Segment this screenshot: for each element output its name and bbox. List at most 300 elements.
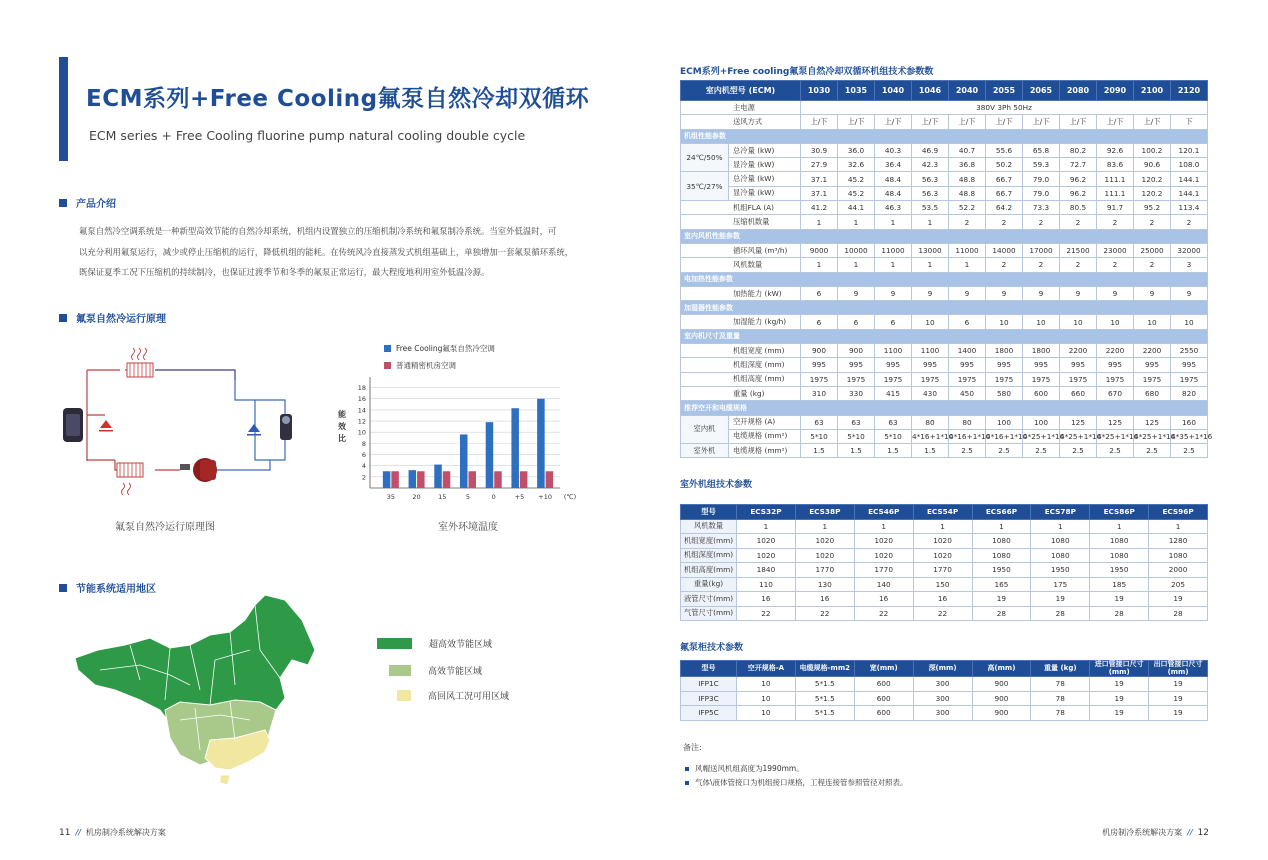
table-cell: 48.8 [949,172,986,186]
column-header: 电缆规格-mm2 [795,661,854,677]
table-cell: 上/下 [1097,115,1134,129]
table-cell: 1 [1090,519,1149,534]
row-label: 电缆规格 (mm²) [729,444,801,458]
table-cell: 330 [838,386,875,400]
table-cell: 160 [1171,415,1208,429]
table-cell: 2 [986,258,1023,272]
table-row [681,158,1208,172]
table-cell: 9 [1134,286,1171,300]
table-cell: 6 [875,315,912,329]
table-cell: 40.7 [949,143,986,157]
table-cell: 10 [1023,315,1060,329]
table-cell: 10000 [838,243,875,257]
table-cell: 72.7 [1060,158,1097,172]
pump-spec-table [680,660,1208,721]
table-cell: 4*35+1*16 [1171,429,1208,443]
table-cell: 1080 [1031,548,1090,563]
table-cell: 19 [1149,691,1208,706]
table-cell: 13000 [912,243,949,257]
table-cell: 9 [1171,286,1208,300]
section-band-label: 室内机尺寸及重量 [681,329,1208,343]
section-square-icon [59,584,67,592]
model-column-header: 2100 [1134,81,1171,101]
table-row [681,172,1208,186]
table-cell: 45.2 [838,186,875,200]
table-row [681,372,1208,386]
section-band-row [681,129,1208,143]
table-cell: 95.2 [1134,201,1171,215]
table-cell: 96.2 [1060,186,1097,200]
table-cell: 10 [1060,315,1097,329]
table-cell: 1975 [875,372,912,386]
table-cell: 27.9 [801,158,838,172]
table-cell: 415 [875,386,912,400]
table-cell: 48.8 [949,186,986,200]
principle-diagram [55,340,315,505]
row-label: 风机数量 [681,519,737,534]
row-label: 显冷量 (kW) [729,158,801,172]
table-cell: 73.3 [1023,201,1060,215]
table-cell: 300 [913,677,972,692]
table-cell: 2 [1060,258,1097,272]
efficiency-bar-chart [330,372,590,512]
chart-caption: 室外环境温度 [438,522,498,533]
bullet-icon [685,767,689,771]
table-cell: 1975 [801,372,838,386]
table-cell: 205 [1149,577,1208,592]
table-cell: 上/下 [838,115,875,129]
table-cell: 32.6 [838,158,875,172]
table-cell: 995 [838,358,875,372]
table-cell: 2550 [1171,344,1208,358]
row-label: 机组FLA (A) [681,201,801,215]
table-cell: 10 [1134,315,1171,329]
table-cell: 113.4 [1171,201,1208,215]
table-cell: 1975 [986,372,1023,386]
bar-free-cooling [486,422,494,488]
table-cell: 130 [795,577,854,592]
table-cell: 1 [795,519,854,534]
table-cell: 10 [737,691,796,706]
table-cell: 900 [972,677,1031,692]
table-cell: 2.5 [986,444,1023,458]
row-label: 空开规格 (A) [729,415,801,429]
column-header: ECS38P [795,505,854,520]
y-axis-label-char: 能 [338,410,346,419]
table-cell: 19 [1090,706,1149,721]
table-row [681,386,1208,400]
footer-left: 11 // 机房制冷系统解决方案 [59,828,166,838]
row-label: 机组高度 (mm) [681,372,801,386]
table-row [681,519,1208,534]
table-cell: 185 [1090,577,1149,592]
table-cell: 2 [1023,258,1060,272]
note-item: 风帽送风机组高度为1990mm。 [685,763,804,774]
table-cell: 1080 [1090,548,1149,563]
title-accent-bar [59,57,68,161]
table-cell: 52.2 [949,201,986,215]
table-header-row [681,505,1208,520]
x-tick-label: 20 [412,493,421,501]
row-label: 电缆规格 (mm²) [729,429,801,443]
table-cell: 5*10 [875,429,912,443]
table-cell: 2.5 [1134,444,1171,458]
table-cell: 63 [838,415,875,429]
table-cell: 125 [1097,415,1134,429]
table-cell: 59.3 [1023,158,1060,172]
table-cell: 1800 [1023,344,1060,358]
table-cell: 5*1.5 [795,691,854,706]
column-header: ECS66P [972,505,1031,520]
table-cell: 1975 [1060,372,1097,386]
table-cell: 1770 [854,563,913,578]
table-cell: 64.2 [986,201,1023,215]
table-cell: 1020 [795,548,854,563]
table-cell: 1975 [1134,372,1171,386]
table-cell: 19 [1090,677,1149,692]
y-tick-label: 18 [357,384,366,393]
table-cell: 144.1 [1171,186,1208,200]
table-cell: 1020 [854,548,913,563]
bar-free-cooling [537,399,545,488]
table-cell: 41.2 [801,201,838,215]
table-cell: 108.0 [1171,158,1208,172]
table-cell: 995 [875,358,912,372]
table-cell: 1770 [795,563,854,578]
table-cell: 995 [949,358,986,372]
table-cell: 上/下 [912,115,949,129]
row-label: 机组宽度(mm) [681,534,737,549]
table-cell: 1 [913,519,972,534]
table-cell: 44.1 [838,201,875,215]
legend-swatch-yellow [397,690,411,701]
table-cell: 66.7 [986,186,1023,200]
table-cell: 4*16+1*10 [912,429,949,443]
table-cell: 上/下 [949,115,986,129]
table-cell: 22 [913,606,972,621]
table-cell: 4*25+1*16 [1097,429,1134,443]
table-cell: 5*10 [801,429,838,443]
row-label: 加湿能力 (kg/h) [681,315,801,329]
table-cell: 1950 [1031,563,1090,578]
table-cell: 9 [1060,286,1097,300]
table-cell: 995 [912,358,949,372]
table-row [681,101,1208,115]
table-cell: 600 [854,691,913,706]
table-cell: 2200 [1134,344,1171,358]
model-column-header: 2055 [986,81,1023,101]
footer-right: 机房制冷系统解决方案 // 12 [1102,828,1209,838]
table-cell: 46.3 [875,201,912,215]
table-cell: 37.1 [801,172,838,186]
table-cell: 80 [912,415,949,429]
row-group-label: 室内机 [681,415,729,444]
row-label: 送风方式 [681,115,801,129]
table-cell: 9 [875,286,912,300]
table-cell: 2 [986,215,1023,229]
table-cell: 120.1 [1171,143,1208,157]
column-header: 型号 [681,505,737,520]
table-cell: 2 [1023,215,1060,229]
table-cell: 2.5 [1060,444,1097,458]
table-cell: 79.0 [1023,172,1060,186]
table-cell: 150 [913,577,972,592]
table-cell: 900 [801,344,838,358]
section-band-label: 推荐空开和电缆规格 [681,401,1208,415]
indoor-table-title: ECM系列+Free cooling氟泵自然冷却双循环机组技术参数数 [680,67,934,77]
row-label: 机组高度(mm) [681,563,737,578]
model-column-header: 1030 [801,81,838,101]
evaporator-coil-icon [117,463,143,495]
row-label: 显冷量 (kW) [729,186,801,200]
table-cell: 2200 [1097,344,1134,358]
bar-free-cooling [434,465,442,488]
table-cell: 1840 [737,563,796,578]
table-cell: 28 [1031,606,1090,621]
table-cell: 92.6 [1097,143,1134,157]
table-cell: 140 [854,577,913,592]
table-row [681,344,1208,358]
bar-free-cooling [409,470,417,488]
table-cell: 56.3 [912,186,949,200]
table-cell: 19 [1090,691,1149,706]
table-cell: 300 [913,691,972,706]
section-square-icon [59,314,67,322]
bar-standard [469,471,477,488]
table-cell: 9 [949,286,986,300]
table-cell: 91.7 [1097,201,1134,215]
row-label: 加热能力 (kW) [681,286,801,300]
row-label: 机组宽度 (mm) [681,344,801,358]
table-cell: 65.8 [1023,143,1060,157]
bar-free-cooling [460,434,468,488]
notes-heading: 备注: [683,743,702,752]
table-cell: 1975 [912,372,949,386]
table-cell: 995 [1097,358,1134,372]
row-label: 重量(kg) [681,577,737,592]
table-cell: 1975 [949,372,986,386]
section-intro-heading: 产品介绍 [59,195,116,210]
page-subtitle: ECM series + Free Cooling fluorine pump natural cooling double cycle [89,128,526,143]
y-tick-label: 4 [361,462,366,471]
table-cell: 6 [801,315,838,329]
table-row [681,186,1208,200]
table-cell: 25000 [1134,243,1171,257]
row-label: 循环风量 (m³/h) [681,243,801,257]
table-cell: 995 [1060,358,1097,372]
bar-free-cooling [383,471,391,488]
table-row [681,429,1208,443]
column-header: ECS46P [854,505,913,520]
x-tick-label: +10 [538,493,553,501]
table-cell: 1080 [972,548,1031,563]
table-row [681,115,1208,129]
table-cell: 63 [875,415,912,429]
section-principle-heading: 氟泵自然冷运行原理 [59,310,166,325]
table-cell: 19 [1149,677,1208,692]
table-cell: 9000 [801,243,838,257]
table-cell: 4*25+1*16 [1134,429,1171,443]
table-row [681,706,1208,721]
table-cell: 125 [1060,415,1097,429]
table-cell: 1020 [737,548,796,563]
table-cell: 48.4 [875,172,912,186]
table-cell: 6 [801,286,838,300]
table-row [681,415,1208,429]
china-region-map [70,590,340,795]
table-cell: 11000 [949,243,986,257]
table-cell: 900 [972,691,1031,706]
column-header: ECS78P [1031,505,1090,520]
table-cell: 2.5 [1023,444,1060,458]
section-band-label: 加湿器性能参数 [681,301,1208,315]
table-cell: 1 [1149,519,1208,534]
table-cell: 78 [1031,677,1090,692]
y-tick-label: 12 [357,417,366,426]
column-header: ECS96P [1149,505,1208,520]
pump-table-title: 氟泵柜技术参数 [680,643,744,653]
table-cell: 600 [1023,386,1060,400]
table-cell: 83.6 [1097,158,1134,172]
bullet-icon [685,781,689,785]
table-cell: 1 [875,258,912,272]
table-cell: 111.1 [1097,186,1134,200]
fluorine-pump-icon [280,414,292,440]
table-cell: 144.1 [1171,172,1208,186]
x-tick-label: 15 [438,493,447,501]
row-label: 机组深度(mm) [681,548,737,563]
table-cell: 16 [913,592,972,607]
y-tick-label: 8 [361,439,366,448]
table-cell: 6 [949,315,986,329]
y-axis-label-char: 效 [338,422,346,431]
table-cell: 28 [1149,606,1208,621]
table-cell: 2000 [1149,563,1208,578]
chart-legend-item: Free Cooling氟泵自然冷空调 [384,343,495,354]
table-cell: 79.0 [1023,186,1060,200]
table-cell: 14000 [986,243,1023,257]
row-label: 风机数量 [681,258,801,272]
table-cell: 300 [913,706,972,721]
bar-standard [520,471,528,488]
table-cell: 2.5 [1171,444,1208,458]
section-band-row [681,272,1208,286]
table-cell: 2 [1134,258,1171,272]
column-header: 出口管接口尺寸(mm) [1149,661,1208,677]
table-cell: 9 [1023,286,1060,300]
table-cell: 2 [1097,258,1134,272]
row-label: 液管尺寸(mm) [681,592,737,607]
table-cell: 2.5 [949,444,986,458]
x-tick-label: 0 [491,493,496,501]
table-row [681,577,1208,592]
x-tick-label: 35 [386,493,395,501]
table-cell: 1950 [1090,563,1149,578]
row-label: 总冷量 (kW) [729,172,801,186]
table-cell: 2 [1134,215,1171,229]
map-legend-item: 超高效节能区域 [377,637,492,650]
table-cell: 上/下 [1023,115,1060,129]
section-region-heading: 节能系统适用地区 [59,580,156,595]
table-cell: 1 [854,519,913,534]
table-cell: 1975 [1097,372,1134,386]
table-cell: 19 [1090,592,1149,607]
table-cell: 22 [737,606,796,621]
row-group-label: 35℃/27% [681,172,729,201]
bar-standard [494,471,502,488]
table-cell: 1 [737,519,796,534]
table-cell: 1 [912,215,949,229]
table-cell: 1 [949,258,986,272]
table-cell: 78 [1031,706,1090,721]
model-column-header: 1035 [838,81,875,101]
table-cell: 上/下 [875,115,912,129]
table-cell: 100.2 [1134,143,1171,157]
model-column-header: 2080 [1060,81,1097,101]
pump-motor-icon [180,458,217,482]
table-cell: 上/下 [1060,115,1097,129]
bar-standard [417,471,425,488]
table-cell: 1.5 [801,444,838,458]
table-cell: 32000 [1171,243,1208,257]
table-cell: 1975 [838,372,875,386]
row-label: 气管尺寸(mm) [681,606,737,621]
table-row [681,358,1208,372]
map-island [220,775,230,785]
note-item: 气体\液体管接口为机组接口规格，工程连接管参照管径对照表。 [685,777,908,788]
legend-swatch-blue [384,345,391,352]
column-header: 高(mm) [972,661,1031,677]
table-cell: 30.9 [801,143,838,157]
table-header-row [681,661,1208,677]
table-cell: 5*10 [838,429,875,443]
table-cell: 100 [1023,415,1060,429]
table-cell: 上/下 [986,115,1023,129]
table-cell: 110 [737,577,796,592]
table-cell: 310 [801,386,838,400]
row-group-label: 24℃/50% [681,143,729,172]
table-row [681,548,1208,563]
table-cell: 1020 [795,534,854,549]
table-cell: 1975 [1171,372,1208,386]
table-cell: 19 [972,592,1031,607]
table-cell: 10 [1097,315,1134,329]
table-cell: 120.2 [1134,186,1171,200]
table-cell: 125 [1134,415,1171,429]
bar-free-cooling [511,408,519,488]
table-cell: 上/下 [1134,115,1171,129]
table-row [681,143,1208,157]
table-cell: 2 [949,215,986,229]
table-cell: 55.6 [986,143,1023,157]
column-header: 宽(mm) [854,661,913,677]
table-cell: 1950 [972,563,1031,578]
table-cell: 96.2 [1060,172,1097,186]
table-cell: 1020 [913,548,972,563]
table-cell: 5*1.5 [795,677,854,692]
table-cell: 上/下 [801,115,838,129]
table-cell: 56.3 [912,172,949,186]
table-cell: 1.5 [875,444,912,458]
table-cell: 16 [854,592,913,607]
table-cell: 10 [737,677,796,692]
table-cell: 2 [1060,215,1097,229]
table-cell: 66.7 [986,172,1023,186]
table-cell: 995 [1171,358,1208,372]
bar-standard [546,471,554,488]
table-cell: 36.8 [949,158,986,172]
table-cell: 1080 [1090,534,1149,549]
